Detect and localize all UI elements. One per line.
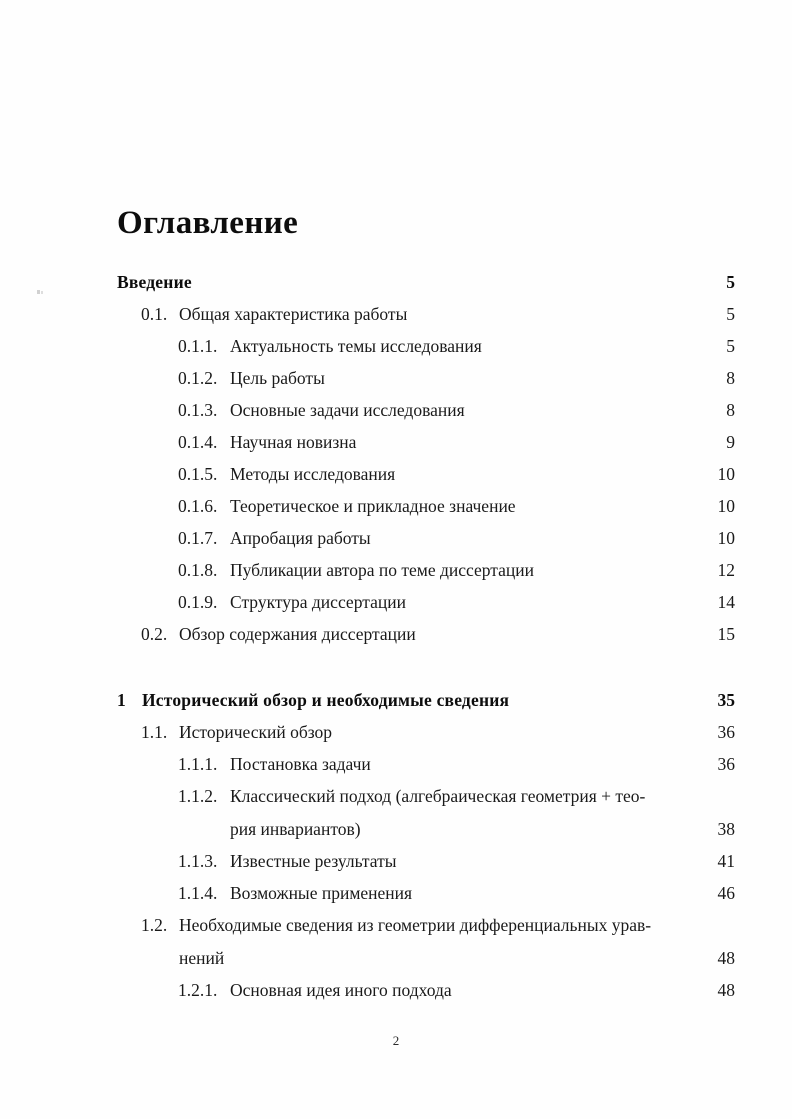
toc-entry-title: Необходимые сведения из геометрии дифференциальных урав- <box>179 915 652 935</box>
toc-entry[interactable] <box>0 368 792 400</box>
toc-entry[interactable] <box>0 883 792 915</box>
toc-entry[interactable] <box>0 400 792 432</box>
toc-dot-leader <box>525 507 685 508</box>
toc-entry-page-number: 38 <box>717 819 735 839</box>
toc-entry-page-number: 12 <box>717 560 735 580</box>
toc-entry-number: 0.1.2. <box>178 368 218 388</box>
toc-dot-leader <box>474 411 685 412</box>
toc-dot-leader <box>341 733 685 734</box>
toc-entry-page-number: 10 <box>717 528 735 548</box>
toc-dot-leader <box>201 283 685 284</box>
toc-entry-number: 0.1. <box>141 304 168 324</box>
toc-dot-leader <box>380 765 685 766</box>
toc-entry-page-number: 36 <box>717 754 735 774</box>
toc-entry-title: Структура диссертации <box>230 592 406 612</box>
toc-dot-leader <box>380 539 685 540</box>
toc-entry-page-number: 5 <box>726 336 735 356</box>
toc-entry-number: 0.1.5. <box>178 464 218 484</box>
toc-entry[interactable] <box>0 272 792 304</box>
toc-entry-number: 1.2.1. <box>178 980 218 1000</box>
toc-dot-leader <box>654 797 685 798</box>
toc-entry-number: 0.1.6. <box>178 496 218 516</box>
toc-entry-number: 0.2. <box>141 624 168 644</box>
toc-entry-title: Основные задачи исследования <box>230 400 465 420</box>
toc-entry-title: Цель работы <box>230 368 325 388</box>
toc-entry-page-number: 46 <box>717 883 735 903</box>
toc-dot-leader <box>416 315 685 316</box>
toc-section-gap <box>0 656 792 690</box>
toc-entry-title: Известные результаты <box>230 851 397 871</box>
toc-entry-page-number: 9 <box>726 432 735 452</box>
toc-entry[interactable] <box>0 304 792 336</box>
toc-entry-page-number: 8 <box>726 368 735 388</box>
toc-dot-leader <box>233 959 685 960</box>
toc-entry-title: Введение <box>117 272 192 292</box>
toc-entry-page-number: 48 <box>717 948 735 968</box>
toc-dot-leader <box>425 635 685 636</box>
toc-entry-number: 1.2. <box>141 915 168 935</box>
toc-dot-leader <box>421 894 685 895</box>
toc-entry[interactable] <box>0 432 792 464</box>
toc-entry[interactable] <box>0 624 792 656</box>
toc-dot-leader <box>365 443 685 444</box>
toc-entry-title: Основная идея иного подхода <box>230 980 452 1000</box>
table-of-contents-list <box>0 272 792 1012</box>
page-number-folio: 2 <box>392 1033 400 1048</box>
toc-entry-page-number: 5 <box>726 272 735 292</box>
toc-entry-title: Научная новизна <box>230 432 357 452</box>
toc-dot-leader <box>491 347 685 348</box>
toc-entry-title: Постановка задачи <box>230 754 371 774</box>
toc-entry[interactable] <box>0 496 792 528</box>
toc-entry-number: 0.1.4. <box>178 432 218 452</box>
toc-entry-number: 1 <box>117 690 126 710</box>
toc-entry[interactable] <box>0 754 792 786</box>
toc-entry[interactable] <box>0 948 792 980</box>
toc-entry-number: 1.1. <box>141 722 168 742</box>
toc-entry[interactable] <box>0 915 792 948</box>
toc-entry-page-number: 5 <box>726 304 735 324</box>
toc-entry-title: Исторический обзор <box>179 722 333 742</box>
toc-entry-title: рия инвариантов) <box>230 819 361 839</box>
toc-dot-leader <box>543 571 685 572</box>
toc-entry-title: Классический подход (алгебраическая геометрия + тео- <box>230 786 646 806</box>
toc-entry-title: Публикации автора по теме диссертации <box>230 560 535 580</box>
toc-dot-leader <box>415 603 685 604</box>
toc-entry-page-number: 41 <box>717 851 735 871</box>
toc-entry-number: 1.1.4. <box>178 883 218 903</box>
toc-entry[interactable] <box>0 690 792 722</box>
toc-dot-leader <box>660 926 685 927</box>
toc-entry[interactable] <box>0 980 792 1012</box>
toc-entry[interactable] <box>0 786 792 819</box>
toc-entry-page-number: 35 <box>717 690 735 710</box>
toc-entry-page-number: 15 <box>717 624 735 644</box>
toc-entry-page-number: 10 <box>717 496 735 516</box>
toc-entry[interactable] <box>0 851 792 883</box>
toc-dot-leader <box>518 701 685 702</box>
toc-entry[interactable] <box>0 592 792 624</box>
toc-entry[interactable] <box>0 560 792 592</box>
toc-entry-number: 1.1.1. <box>178 754 218 774</box>
toc-dot-leader <box>370 830 685 831</box>
toc-entry-number: 1.1.2. <box>178 786 218 806</box>
toc-entry[interactable] <box>0 528 792 560</box>
toc-entry-title: Исторический обзор и необходимые сведения <box>142 690 510 710</box>
toc-entry-page-number: 14 <box>717 592 735 612</box>
toc-entry[interactable] <box>0 336 792 368</box>
toc-entry-title: Апробация работы <box>230 528 371 548</box>
page-title: Оглавление <box>117 205 299 242</box>
toc-entry-title: Возможные применения <box>230 883 413 903</box>
toc-entry-page-number: 10 <box>717 464 735 484</box>
toc-entry-title: нений <box>179 948 225 968</box>
toc-entry-number: 0.1.8. <box>178 560 218 580</box>
toc-dot-leader <box>334 379 685 380</box>
toc-entry-title: Теоретическое и прикладное значение <box>230 496 516 516</box>
toc-entry-page-number: 48 <box>717 980 735 1000</box>
toc-dot-leader <box>404 475 685 476</box>
toc-entry[interactable] <box>0 464 792 496</box>
toc-entry-number: 0.1.3. <box>178 400 218 420</box>
toc-entry-number: 1.1.3. <box>178 851 218 871</box>
toc-dot-leader <box>405 862 685 863</box>
toc-entry-page-number: 36 <box>717 722 735 742</box>
toc-dot-leader <box>461 991 685 992</box>
toc-entry-number: 0.1.7. <box>178 528 218 548</box>
toc-entry-title: Обзор содержания диссертации <box>179 624 416 644</box>
toc-entry-title: Методы исследования <box>230 464 396 484</box>
toc-entry[interactable] <box>0 819 792 851</box>
toc-entry-number: 0.1.9. <box>178 592 218 612</box>
toc-entry-title: Общая характеристика работы <box>179 304 408 324</box>
toc-entry-number: 0.1.1. <box>178 336 218 356</box>
toc-entry-page-number: 8 <box>726 400 735 420</box>
toc-entry[interactable] <box>0 722 792 754</box>
toc-entry-title: Актуальность темы исследования <box>230 336 482 356</box>
